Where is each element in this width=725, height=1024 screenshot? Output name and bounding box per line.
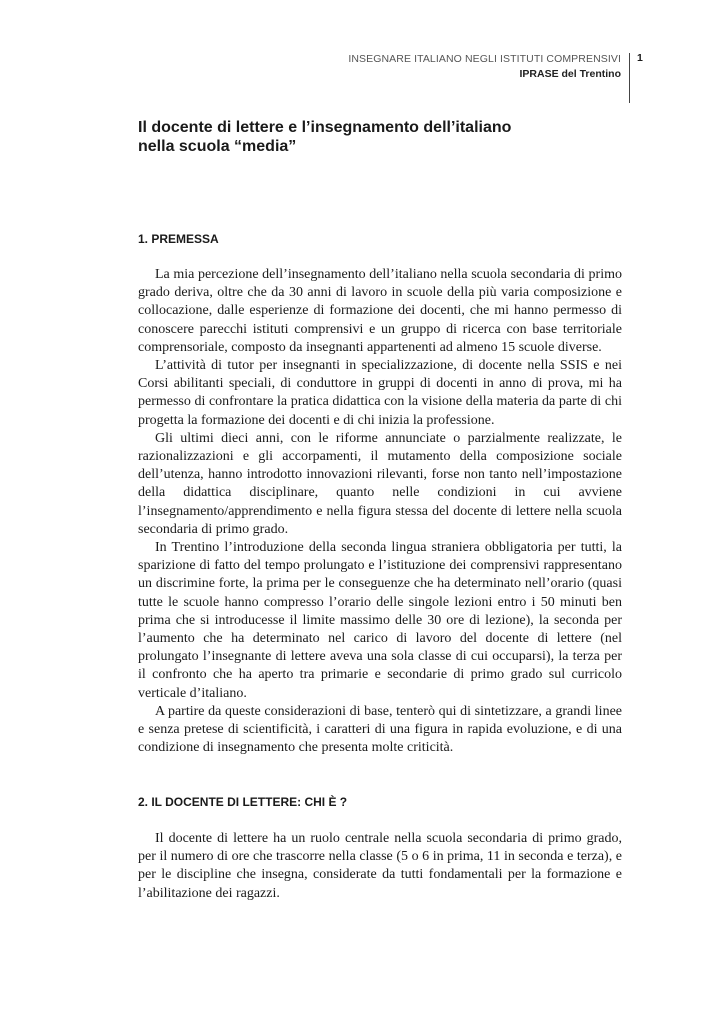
running-head	[348, 52, 621, 82]
header-divider	[629, 53, 630, 103]
chapter-title	[138, 118, 578, 156]
paragraph: A partire da queste considerazioni di base, tenterò qui di sintetizzare, a grandi linee e senza pretese di scientificità, i caratteri di una figura in rapida evoluzione, e di una condizione di insegnamento che presenta molte criticità.	[138, 703, 622, 756]
publisher-name: IPRASE del Trentino	[519, 68, 621, 80]
paragraph: In Trentino l’introduzione della seconda lingua straniera obbligatoria per tutti, la sparizione di fatto del tempo prolungato e l’istituzione dei comprensivi rappresentano un discrimine forte, la prima per le conseguenze che ha determinato nell’orario (quasi tutte le scuole hanno compresso l’orario delle singole lezioni entro i 50 minuti ben prima che si introducesse il limite massimo delle 30 ore di lezione), la seconda per l’aumento che ha determinato nel carico di lavoro del docente di lettere (nel prolungato l’insegnante di lettere aveva una sola classe di cui occuparsi), la terza per il confronto che ha aperto tra primarie e secondarie di primo grado sul curricolo verticale d’italiano.	[138, 540, 622, 701]
page-number: 1	[637, 52, 643, 64]
section-body-premessa	[138, 266, 622, 757]
section-heading-docente: 2. IL DOCENTE DI LETTERE: CHI È ?	[138, 795, 348, 809]
paragraph: Gli ultimi dieci anni, con le riforme annunciate o parzialmente realizzate, le razionalizzazioni e gli accorpamenti, il mutamento della composizione sociale dell’utenza, hanno introdotto innovazioni rilevanti, forse non tanto nell’impostazione della didattica disciplinare, quanto nelle condizioni in cui avviene l’insegnamento/apprendimento e nella figura stessa del docente di lettere nella scuola secondaria di primo grado.	[138, 430, 622, 537]
section-body-docente	[138, 830, 622, 903]
paragraph: L’attività di tutor per insegnanti in specializzazione, di docente nella SSIS e nei Corsi abilitanti speciali, di conduttore in gruppi di docenti in anno di prova, mi ha permesso di confrontare la pratica didattica con la visione della materia da parte di chi progetta la formazione dei docenti e di chi inizia la professione.	[138, 358, 622, 428]
series-title: INSEGNARE ITALIANO NEGLI ISTITUTI COMPRENSIVI	[348, 53, 621, 65]
chapter-title-line-1: Il docente di lettere e l’insegnamento dell’italiano	[138, 119, 512, 136]
section-heading-premessa: 1. PREMESSA	[138, 232, 219, 246]
paragraph: Il docente di lettere ha un ruolo centrale nella scuola secondaria di primo grado, per il numero di ore che trascorre nella classe (5 o 6 in prima, 11 in seconda e terza), e per le discipline che insegna, considerate da tutti fondamentali per la formazione e l’abilitazione dei ragazzi.	[138, 831, 622, 901]
paragraph: La mia percezione dell’insegnamento dell’italiano nella scuola secondaria di primo grado deriva, oltre che da 30 anni di lavoro in scuole della più varia composizione e collocazione, dalle esperienze di formazione dei docenti, che mi hanno permesso di conoscere parecchi istituti comprensivi e un gruppo di ricerca con base territoriale comprensoriale, composto da insegnanti appartenenti ad almeno 15 scuole diverse.	[138, 267, 622, 355]
chapter-title-line-2: nella scuola “media”	[138, 138, 297, 155]
